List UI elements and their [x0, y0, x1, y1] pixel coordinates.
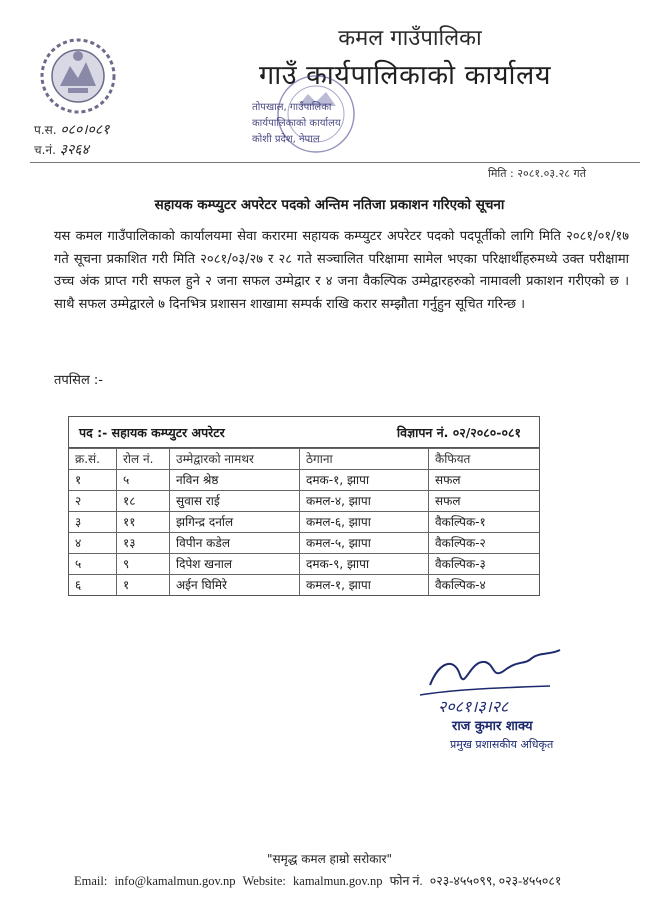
- post-label: पद :- सहायक कम्प्युटर अपरेटर: [79, 424, 225, 440]
- signatory-title: प्रमुख प्रशासकीय अधिकृत: [450, 738, 554, 751]
- office-name: कमल गाउँपालिका: [338, 26, 482, 51]
- table-row: [69, 491, 539, 512]
- notice-heading: सहायक कम्प्युटर अपरेटर पदको अन्तिम नतिजा प्रकाशन गरिएको सूचना: [154, 197, 505, 213]
- footer-motto: "समृद्ध कमल हाम्रो सरोकार": [266, 852, 392, 866]
- table-cell: वैकल्पिक-४: [429, 575, 540, 596]
- table-row: [69, 554, 539, 575]
- signature-date: २०८१।३।२८: [438, 697, 509, 716]
- table-cell: सफल: [429, 491, 540, 512]
- table-cell: सुवास राई: [170, 491, 300, 512]
- table-cell: कमल-४, झापा: [300, 491, 429, 512]
- table-cell: कमल-१, झापा: [300, 575, 429, 596]
- email-link[interactable]: info@kamalmun.gov.np: [114, 874, 236, 888]
- table-row: [69, 512, 539, 533]
- column-header: क्र.सं.: [69, 449, 117, 470]
- chalani-number: च.नं. ३२६४: [34, 142, 89, 158]
- table-cell: झगिन्द्र दर्नाल: [170, 512, 300, 533]
- results-grid: [69, 448, 539, 595]
- column-header: रोल नं.: [117, 449, 170, 470]
- table-cell: ९: [117, 554, 170, 575]
- table-cell: ११: [117, 512, 170, 533]
- column-header: ठेगाना: [300, 449, 429, 470]
- footer-contact: Email: info@kamalmun.gov.np Website: kamalmun.gov.np फोन नं. ०२३-४५५०९९, ०२३-४५५०८१: [74, 874, 562, 888]
- table-cell: वैकल्पिक-१: [429, 512, 540, 533]
- notice-date: मिति : २०८१.०३.२८ गते: [488, 167, 586, 180]
- office-title: गाउँ कार्यपालिकाको कार्यालय: [259, 60, 551, 91]
- table-cell: नविन श्रेष्ठ: [170, 470, 300, 491]
- table-cell: १: [69, 470, 117, 491]
- table-row: [69, 575, 539, 596]
- table-cell: ५: [117, 470, 170, 491]
- header-divider: [30, 162, 640, 163]
- notice-body: यस कमल गाउँपालिकाको कार्यालयमा सेवा करारमा सहायक कम्प्युटर अपरेटर पदको पदपूर्तीको लागि मिति २०८१/०१/१७ गते सूचना प्रकाशित गरी मिति २०८१/०३/२७ र २८ गते सञ्चालित परिक्षामा सामेल भएका परिक्षार्थीहरुमध्ये उक्त परीक्षामा उच्च अंक प्राप्त गरी सफल हुने २ जना सफल उम्मेद्वार र ४ जना वैकल्पिक उम्मेद्वारहरुको नामावली प्रकाशन गरीएको छ । साथै सफल उम्मेद्वारले ७ दिनभित्र प्रशासन शाखामा सम्पर्क राखि करार सम्झौता गर्नुहुन सूचित गरिन्छ ।: [54, 229, 629, 312]
- table-cell: ५: [69, 554, 117, 575]
- table-cell: १: [117, 575, 170, 596]
- table-row: [69, 533, 539, 554]
- table-cell: विपीन कडेल: [170, 533, 300, 554]
- column-header: उम्मेद्वारको नामथर: [170, 449, 300, 470]
- table-cell: ६: [69, 575, 117, 596]
- table-header-row: [69, 449, 539, 470]
- signature-icon: [400, 640, 580, 720]
- phone-numbers: ०२३-४५५०९९, ०२३-४५५०८१: [429, 874, 562, 888]
- table-cell: दमक-९, झापा: [300, 554, 429, 575]
- advert-label: विज्ञापन नं. ०२/२०८०-०८१: [396, 424, 521, 440]
- table-cell: वैकल्पिक-२: [429, 533, 540, 554]
- signatory-name: राज कुमार शाक्य: [452, 719, 533, 734]
- table-cell: दमक-१, झापा: [300, 470, 429, 491]
- office-stamp-text: तोपखाल, गाउँपालिका कार्यपालिकाको कार्यालय कोशी प्रदेश, नेपाल: [252, 102, 341, 145]
- column-header: कैफियत: [429, 449, 540, 470]
- table-cell: १८: [117, 491, 170, 512]
- patra-sankhya: प.स. ०८०।०८१: [34, 122, 110, 138]
- table-cell: दिपेश खनाल: [170, 554, 300, 575]
- table-cell: ४: [69, 533, 117, 554]
- results-table: [68, 416, 540, 596]
- table-cell: कमल-५, झापा: [300, 533, 429, 554]
- table-cell: सफल: [429, 470, 540, 491]
- table-row: [69, 470, 539, 491]
- table-cell: ३: [69, 512, 117, 533]
- table-cell: अईन घिमिरे: [170, 575, 300, 596]
- table-cell: २: [69, 491, 117, 512]
- table-cell: वैकल्पिक-३: [429, 554, 540, 575]
- results-table-header: [69, 417, 539, 448]
- tapasil-label: तपसिल :-: [54, 373, 103, 388]
- website-link[interactable]: kamalmun.gov.np: [293, 874, 383, 888]
- government-emblem-icon: [38, 36, 118, 116]
- table-cell: कमल-६, झापा: [300, 512, 429, 533]
- table-cell: १३: [117, 533, 170, 554]
